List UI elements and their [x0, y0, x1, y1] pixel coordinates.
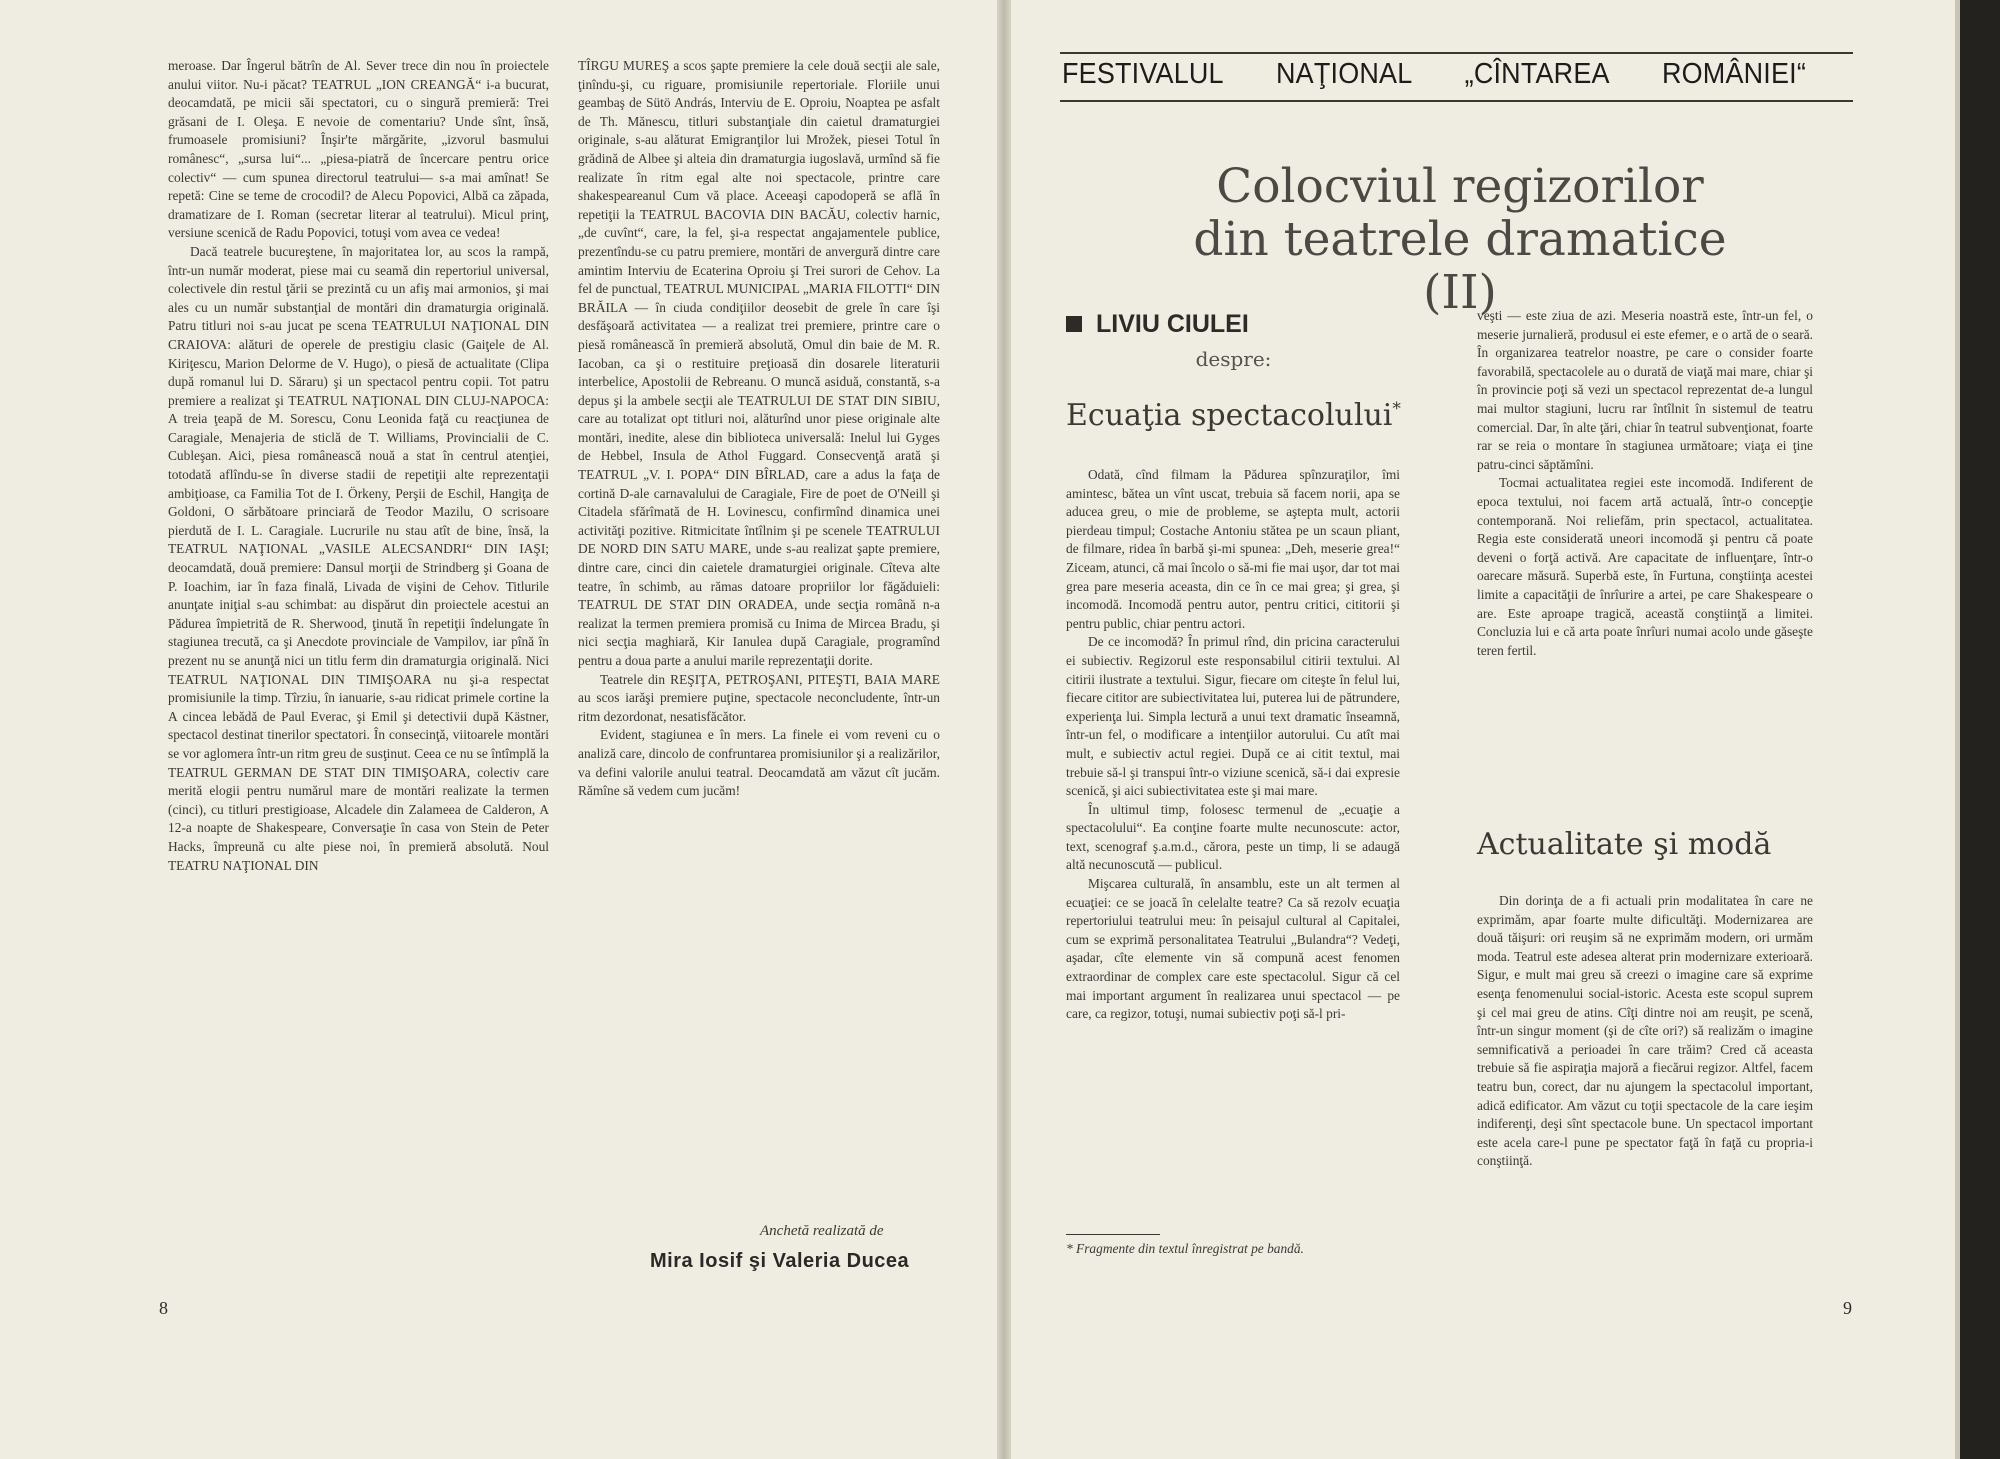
festival-word: „CÎNTAREA — [1464, 58, 1610, 90]
scan-background — [1960, 0, 2000, 1459]
paragraph: Evident, stagiunea e în mers. La finele ei vom reveni cu o analiză care, dincolo de confruntarea promisiunilor şi a realizărilor, va defini valorile anului teatral. Deocamdată am văzut cît jucăm. Rămîne să vedem cum jucăm! — [578, 727, 940, 799]
paragraph: Tocmai actualitatea regiei este incomodă. Indiferent de epoca textului, noi facem artă actuală, într-o concepţie contemporană. Noi reliefăm, prin spectacol, actualitatea. Regia este considerată uneori incomodă şi pentru că poate deveni o forţă activă. Are capacitate de influenţare, într-o oarecare măsură. Superbă este, în Furtuna, conştiinţa acestei limite a capacităţii de înrîurire a artei, pe care Shakespeare o are. Este aproape tragică, această conştiinţă a limitei. Concluzia lui e că arta poate înrîuri numai acolo unde găseşte teren fertil. — [1477, 475, 1813, 658]
square-bullet-icon — [1066, 316, 1082, 332]
title-line-1: Colocviul regizorilor — [1216, 159, 1704, 214]
paragraph: Din dorinţa de a fi actuali prin modalitatea în care ne exprimăm, apar foarte multe dificultăţi. Modernizarea are două tăişuri: ori reuşim să ne exprimăm modern, ori urmăm moda. Teatrul este adesea alterat prin modernizare exterioară. Sigur, e mult mai greu să creezi o imagine care să exprime esenţa fenomenului social-istoric. Acesta este scopul suprem şi cel mai greu de atins. Cîţi dintre noi am reuşit, pe scenă, într-un singur moment (şi de cîte ori?) să realizăm o imagine semnificativă a perioadei în care trăim? Cred că aceasta trebuie să fie aspiraţia majoră a fiecărui regizor. Altfel, facem teatru bun, corect, dar nu ajungem la spectacolul important, adică edificator. Am văzut cu toţii spectacole de la care ieşim indiferenţi, deşi sînt spectacole bune. Un spectacol important este acela care-l pune pe spectator faţă în faţă cu propria-i conştiinţă. — [1477, 893, 1813, 1169]
paragraph: veşti — este ziua de azi. Meseria noastră este, într-un fel, o meserie jurnalieră, produsul ei este efemer, e o artă de o seară. În organizarea teatrelor noastre, pe care o consider foarte favorabilă, spectacolele au o durată de viaţă mai mare, chiar şi în provincie poţi să vezi un spectacol reprezentat de-a lungul mai multor stagiuni, lucru rar întîlnit în sistemul de teatru comercial. Dar, în alte ţări, chiar în teatrul subvenţionat, foarte rar se reia o montare în stagiunea următoare; viaţa ei ţine patru-cinci săptămîni. — [1477, 308, 1813, 472]
paragraph: În ultimul timp, folosesc termenul de „ecuaţie a spectacolului“. Ea conţine foarte multe necunoscute: actor, text, scenograf ş.a.m.d., cărora, peste un timp, li se adaugă altă necunoscută — publicul. — [1066, 801, 1400, 873]
footnote-marker: * — [1392, 399, 1401, 419]
paragraph: Mişcarea culturală, în ansamblu, este un alt termen al ecuaţiei: ce se joacă în celelalte teatre? Ca să rezolv ecuaţia repertoriului teatrului meu: în peisajul cultural al Capitalei, cum se exprimă personalitatea Teatrului „Bulandra“? Vedeţi, aşadar, cîte elemente vin să compună acest fenomen extraordinar de complex care este spectacolul. Sigur că cel mai important argument în realizarea unui spectacol — pe care, ca regizor, totuşi, numai subiectiv poţi să-l pri- — [1066, 876, 1400, 1022]
title-line-2: din teatrele dramatice (II) — [1193, 212, 1727, 320]
section-title-actualitate: Actualitate şi modă — [1477, 827, 1772, 862]
paragraph: Teatrele din REŞIŢA, PETROŞANI, PITEŞTI, BAIA MARE au scos iarăşi premiere puţine, spectacole neconcludente, într-un ritm dezordonat, nesatisfăcător. — [578, 671, 940, 724]
author-heading — [1066, 310, 1249, 339]
festival-word: FESTIVALUL — [1062, 58, 1224, 90]
paragraph: TÎRGU MUREŞ a scos şapte premiere la cele două secţii ale sale, ţinîndu-şi, cu riguare, promisiunile repertoriale. Floriile unui geambaş de Sütö András, Interviu de E. Oproiu, Noaptea pe asfalt de Th. Mănescu, titluri substanţiale din caietul dramaturgiei originale, s-au alăturat Emigranţilor lui Mrožek, piesei Totul în grădină de Albee şi alteia din dramaturgia iugoslavă, urmînd să fie realizate în ritm egal alte noi spectacole, printre care shakespeareanul Cum vă place. Aceeaşi capodoperă se află în repetiţii la TEATRUL BACOVIA DIN BACĂU, colectiv harnic, „de cuvînt“, care, la fel, şi-a respectat angajamentele publice, prezentîndu-se cu patru premiere, montări de anvergură dintre care amintim Interviu de Ecaterina Oproiu şi Trei surori de Cehov. La fel de punctual, TEATRUL MUNICIPAL „MARIA FILOTTI“ DIN BRĂILA — în ciuda condiţiilor deosebit de grele în care îşi desfăşoară activitatea — a realizat trei premiere, printre care o piesă românească în premieră absolută, Omul din baie de M. R. Iacoban, ca şi o restituire preţioasă din dosarele literaturii interbelice, Apostolii de Rebreanu. O muncă asiduă, constantă, s-a depus şi la ambele secţii ale TEATRULUI DE STAT DIN SIBIU, care au totalizat opt titluri noi, alăturînd unor piese originale alte montări, inedite, alese din biblioteca universală: Inelul lui Gyges de Hebbel, Insula de Athol Fuggard. Consecvenţă arată şi TEATRUL „V. I. POPA“ DIN BÎRLAD, care a adus la faţa de cortină D-ale carnavalului de Caragiale, Fire de poet de O'Neill şi Citadela sfărîmată de H. Lovinescu, confirmînd dinamica unei activităţi pozitive. Ritmicitate întîlnim şi pe scenele TEATRULUI DE NORD DIN SATU MARE, unde s-au realizat şapte premiere, dintre care, cinci din caietele dramaturgiei originale. Cîteva alte teatre, în schimb, au rămas datoare propriilor lor făgăduieli: TEATRUL DE STAT DIN ORADEA, unde secţia română n-a realizat la termen premiera promisă cu Inima de Mircea Bradu, şi nici secţia maghiară, Kir Ianulea după Caragiale, programînd pentru a doua parte a anului marile reprezentaţii dorite. — [578, 58, 940, 668]
right-column-1 — [1066, 466, 1400, 1024]
page-number-left: 8 — [159, 1298, 168, 1318]
festival-word: ROMÂNIEI“ — [1661, 58, 1806, 90]
paragraph: meroase. Dar Îngerul bătrîn de Al. Sever trece din nou în proiectele anului viitor. Nu-i păcat? TEATRUL „ION CREANGĂ“ i-a bucurat, deocamdată, pe micii săi spectatori, cu o singură premieră: Trei grăsani de I. Oleşa. E nevoie de comentariu? Unde sînt, însă, frumoasele promisiuni? Înşir'te mărgărite, „izvorul basmului românesc“, „sursa lui“... „piesa-piatră de încercare pentru orice colectiv“ — cum spunea directorul teatrului— s-a mai amînat! Se repetă: Cine se teme de crocodil? de Alecu Popovici, Albă ca zăpada, dramatizare de I. Roman (secretar literar al teatrului). Micul prinţ, versiune scenică de Radu Popovici, totuşi vom avea ce vedea! — [168, 58, 549, 241]
festival-word: NAŢIONAL — [1276, 58, 1413, 90]
right-column-2 — [1477, 307, 1813, 660]
footnote-rule — [1066, 1234, 1160, 1235]
header-rule-top — [1060, 52, 1853, 54]
page-gutter — [997, 0, 1011, 1459]
section-title-text: Ecuaţia spectacolului — [1066, 398, 1393, 433]
paragraph: De ce incomodă? În primul rînd, din pricina caracterului ei subiectiv. Regizorul este responsabilul citirii textului. Al citirii ilustrate a textului. Sigur, fiecare om citeşte în felul lui, fiecare cititor are subiectivitatea lui, puterea lui de pătrundere, experienţa lui. Simpla lectură a unui text dramatic înseamnă, într-un fel, o modificare a intenţiilor autorului. Cu atît mai mult, e subiectiv actul regiei. După ce ai citit textul, mai trebuie să-l şi transpui într-o viziune scenică, să-i dai expresie scenică, şi aici subiectivitatea este şi mai mare. — [1066, 634, 1400, 799]
paragraph: Odată, cînd filmam la Pădurea spînzuraţilor, îmi amintesc, bătea un vînt uscat, trebuia să facem norii, apa se aducea greu, o mie de probleme, se aştepta mult, actorii pierdeau timpul; Costache Antoniu stătea pe un scaun pliant, de filmare, ridea în barbă şi-mi spunea: „Deh, meserie grea!“ Ziceam, atunci, că mai încolo o să-mi fie mai uşor, dar tot mai grea pare meseria aceasta, din ce în ce mai grea; şi grea, şi incomodă. Incomodă pentru autor, pentru critici, cititorii şi pentru public, chiar pentru actori. — [1066, 467, 1400, 631]
right-column-2b — [1477, 892, 1813, 1171]
header-rule-bottom — [1060, 100, 1853, 102]
signature-names: Mira Iosif şi Valeria Ducea — [650, 1250, 910, 1272]
author-name: LIVIU CIULEI — [1096, 310, 1249, 338]
page-number-right: 9 — [1843, 1298, 1852, 1318]
signature-label: Anchetă realizată de — [760, 1223, 884, 1239]
left-column-2 — [578, 57, 940, 801]
paragraph: Dacă teatrele bucureştene, în majoritatea lor, au scos la rampă, într-un număr moderat, piese mai cu seamă din repertoriul universal, colectivele din restul ţării se prezintă cu un afiş mai armonios, şi mai ales cu un număr substanţial de montări din dramaturgia originală. Patru titluri noi s-au jucat pe scena TEATRULUI NAŢIONAL DIN CRAIOVA: alături de operele de prestigiu clasic (Gaiţele de Al. Kiriţescu, Marion Delorme de V. Hugo), o piesă de actualitate (Clipa după romanul lui D. Săraru) şi un spectacol pentru copii. Tot patru premiere a realizat şi TEATRUL NAŢIONAL DIN CLUJ-NAPOCA: A treia ţeapă de M. Sorescu, Conu Leonida faţă cu reacţiunea de Caragiale, Menajeria de sticlă de T. Williams, Provincialii de C. Cubleşan. Aici, piesa românească nouă a stat în centrul atenţiei, totodată aflîndu-se în diverse stadii de repetiţii alte reprezentaţii ambiţioase, ca Familia Tot de I. Örkeny, Perşii de Eschil, Hangiţa de Goldoni, O sărbătoare princiară de Teodor Mazilu, O scrisoare pierdută de I. L. Caragiale. Lucrurile nu stau atît de bine, însă, la TEATRUL NAŢIONAL „VASILE ALECSANDRI“ DIN IAŞI; deocamdată, două premiere: Dansul morţii de Strindberg şi Goana de P. Ioachim, iar în faza finală, Livada de vişini de Cehov. Titlurile anunţate iniţial s-au schimbat: au dispărut din proiectele acestui an Pădurea împietrită de R. Sherwood, ţinută în repetiţii îndelungate în stagiunea trecută, ca şi Anecdote provinciale de Vampilov, iar pînă în prezent nu se anunţă nici un titlu ferm din dramaturgia originală. Nici TEATRUL NAŢIONAL DIN TIMIŞOARA nu şi-a respectat promisiunile la timp. Tîrziu, în ianuarie, s-au ridicat primele cortine la A cincea lebădă de Paul Everac, şi Emil şi detectivii după Kästner, spectacol destinat tinerilor spectatori. În consecinţă, viitoarele montări se vor aglomera într-un ritm greu de susţinut. Ceea ce nu se întîmplă la TEATRUL GERMAN DE STAT DIN TIMIŞOARA, colectiv care merită elogii pentru numărul mare de montări realizate la termen (cinci), cu titluri prestigioase, Alcadele din Zalameea de Calderon, A 12-a noapte de Shakespeare, Conversaţie în casa von Stein de Peter Hacks, împreună cu alte piese noi, în premieră absolută. Noul TEATRU NAŢIONAL DIN — [168, 243, 549, 873]
despre-label: despre: — [1195, 347, 1272, 371]
footnote: * Fragmente din textul înregistrat pe bandă. — [1066, 1241, 1304, 1256]
festival-header — [1062, 58, 1806, 91]
left-column-1 — [168, 57, 549, 875]
article-title — [1180, 160, 1740, 319]
section-title-ecuatia — [1066, 398, 1401, 433]
